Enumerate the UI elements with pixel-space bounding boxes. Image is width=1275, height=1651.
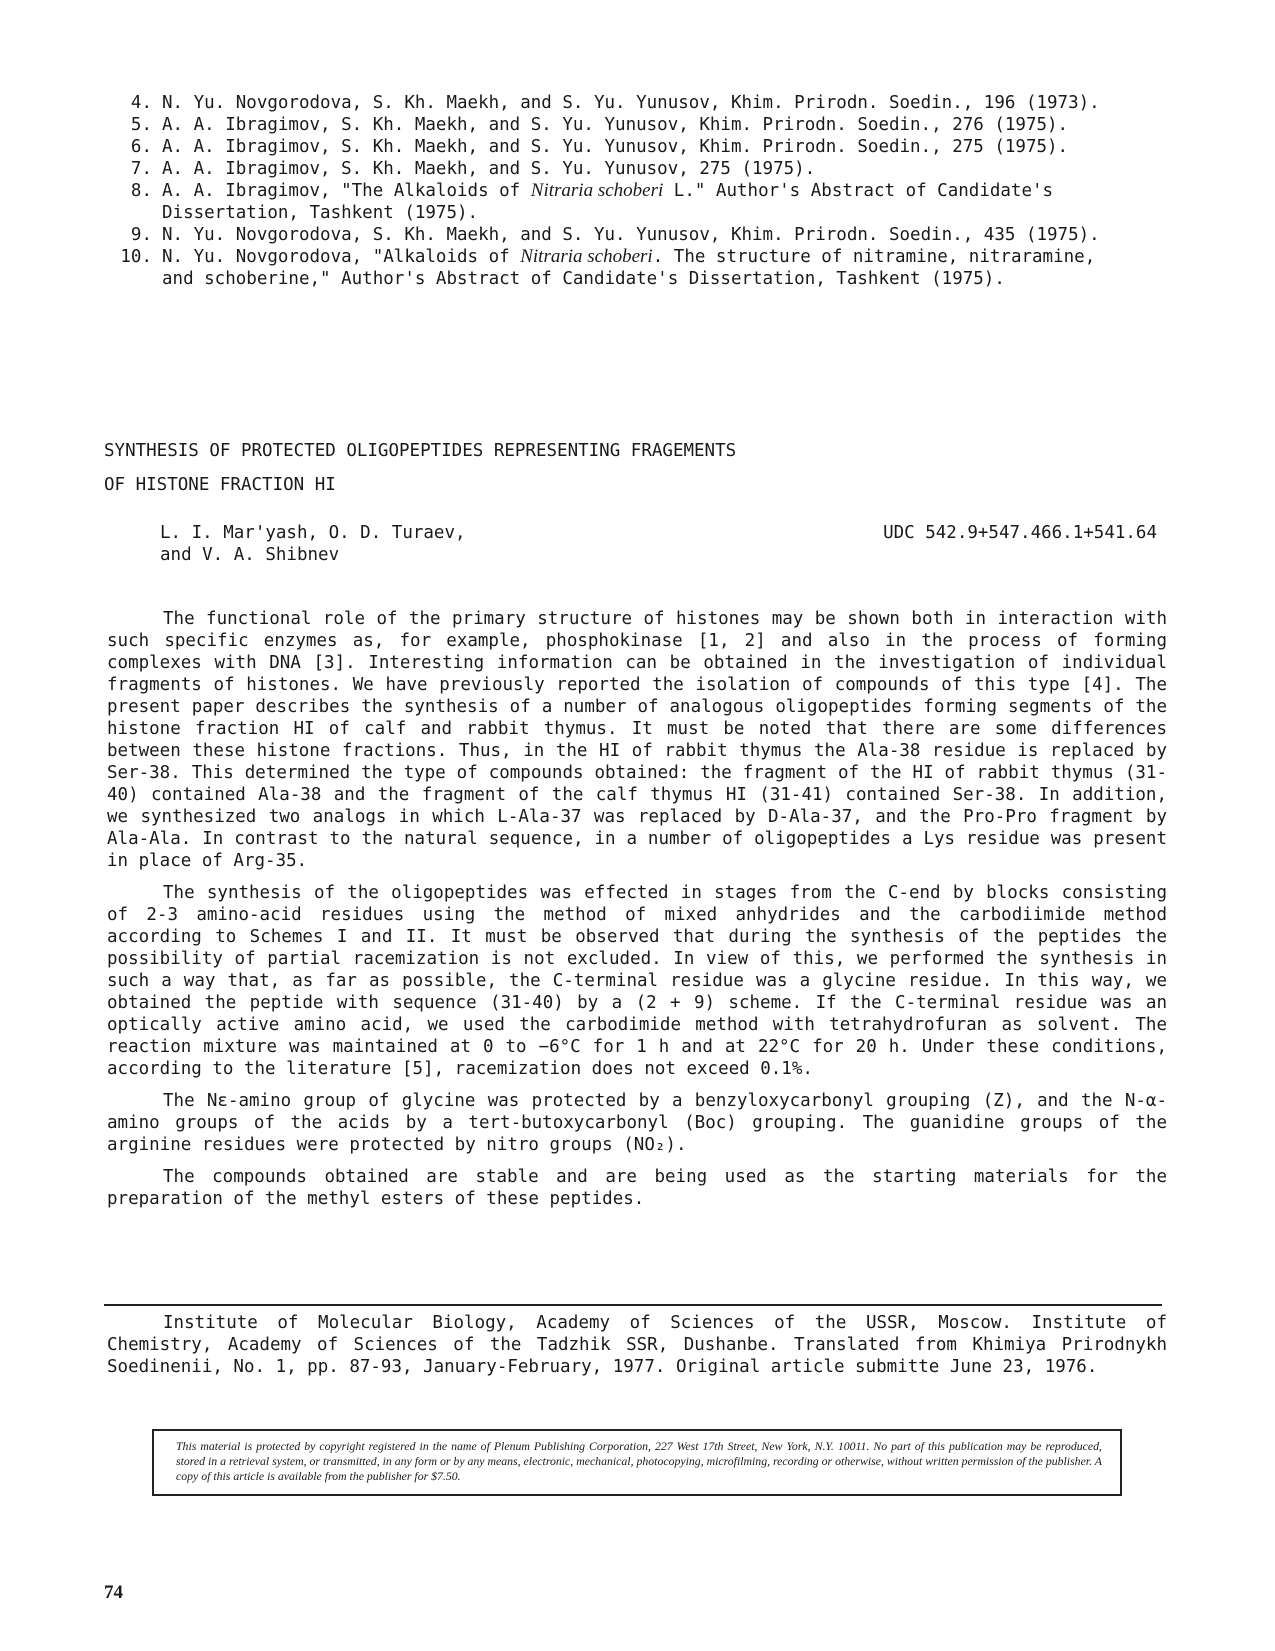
body-paragraph: The Nε-amino group of glycine was protected by a benzyloxycarbonyl grouping (Z), and the N-α-amino groups of the acids by a tert-butoxycarbonyl (Boc) grouping. The guanidine groups of the arginine residues were protected by nitro groups (NO₂). bbox=[107, 1091, 1167, 1155]
reference-list bbox=[104, 92, 1134, 290]
reference-item bbox=[104, 246, 1134, 290]
page-number: 74 bbox=[104, 1582, 123, 1603]
reference-item bbox=[104, 224, 1134, 246]
reference-item bbox=[104, 158, 1134, 180]
reference-number: 6. bbox=[130, 137, 152, 157]
reference-number: 4. bbox=[130, 93, 152, 113]
body-paragraph: The synthesis of the oligopeptides was effected in stages from the C-end by blocks consisting of 2-3 amino-acid residues using the method of mixed anhydrides and the carbodiimide method according to Schemes I and II. It must be observed that during the synthesis of the peptides the possibility of partial racemization is not excluded. In view of this, we performed the synthesis in such a way that, as far as possible, the C-terminal residue was a glycine residue. In this way, we obtained the peptide with sequence (31-40) by a (2 + 9) scheme. If the C-terminal residue was an optically active amino acid, we used the carbodimide method with tetrahydrofuran as solvent. The reaction mixture was maintained at 0 to −6°C for 1 h and at 22°C for 20 h. Under these conditions, according to the literature [5], racemization does not exceed 0.1%. bbox=[107, 883, 1167, 1079]
reference-text bbox=[162, 246, 1134, 290]
reference-text bbox=[162, 180, 1134, 224]
reference-text-end: L." Author's Abstract of Candidate's Dissertation, Tashkent (1975). bbox=[162, 181, 1054, 223]
udc-code: UDC 542.9+547.466.1+541.64 bbox=[883, 523, 1157, 543]
reference-text-start: N. Yu. Novgorodova, "Alkaloids of bbox=[162, 247, 521, 267]
reference-text: A. A. Ibragimov, S. Kh. Maekh, and S. Yu. Yunusov, Khim. Prirodn. Soedin., 275 (1975). bbox=[162, 137, 1069, 157]
reference-number: 5. bbox=[130, 115, 152, 135]
article-body bbox=[107, 608, 1167, 1220]
reference-number: 7. bbox=[130, 159, 152, 179]
body-paragraph: The functional role of the primary structure of histones may be shown both in interaction with such specific enzymes as, for example, phosphokinase [1, 2] and also in the process of forming complexes with DNA [3]. Interesting information can be obtained in the investigation of individual fragments of histones. We have previously reported the isolation of compounds of this type [4]. The present paper describes the synthesis of a number of analogous oligopeptides forming segments of the histone fraction HI of calf and rabbit thymus. It must be noted that there are some differences between these histone fractions. Thus, in the HI of rabbit thymus the Ala-38 residue is replaced by Ser-38. This determined the type of compounds obtained: the fragment of the HI of rabbit thymus (31-40) contained Ala-38 and the fragment of the calf thymus HI (31-41) contained Ser-38. In addition, we synthesized two analogs in which L-Ala-37 was replaced by D-Ala-37, and the Pro-Pro fragment by Ala-Ala. In contrast to the natural sequence, in a number of oligopeptides a Lys residue was present in place of Arg-35. bbox=[107, 609, 1167, 871]
species-name: Nitraria schoberi bbox=[520, 246, 653, 267]
species-name: Nitraria schoberi bbox=[530, 180, 664, 201]
footnote-divider bbox=[104, 1304, 1162, 1306]
footnote-affiliation: Institute of Molecular Biology, Academy of Sciences of the USSR, Moscow. Institute of Chemistry, Academy of Sciences of the Tadzhik SSR, Dushanbe. Translated from Khimiya Prirodnykh Soedinenii, No. 1, pp. 87-93, January-February, 1977. Original article submitte June 23, 1976. bbox=[107, 1313, 1167, 1377]
reference-text: A. A. Ibragimov, S. Kh. Maekh, and S. Yu. Yunusov, 275 (1975). bbox=[162, 159, 816, 179]
body-paragraph: The compounds obtained are stable and are being used as the starting materials for the preparation of the methyl esters of these peptides. bbox=[107, 1167, 1167, 1209]
reference-number: 10. bbox=[120, 247, 152, 267]
reference-text: N. Yu. Novgorodova, S. Kh. Maekh, and S. Yu. Yunusov, Khim. Prirodn. Soedin., 435 (1975). bbox=[162, 225, 1100, 245]
reference-number: 8. bbox=[130, 181, 152, 201]
authors-line-1: L. I. Mar'yash, O. D. Turaev, bbox=[160, 523, 466, 543]
article-title-line-1: SYNTHESIS OF PROTECTED OLIGOPEPTIDES REPRESENTING FRAGEMENTS bbox=[104, 441, 737, 461]
reference-item bbox=[104, 92, 1134, 114]
reference-text-end: . The structure of nitramine, nitraramine, and schoberine," Author's Abstract of Candidate's Dissertation, Tashkent (1975). bbox=[162, 247, 1096, 289]
reference-item bbox=[104, 136, 1134, 158]
reference-text-start: A. A. Ibragimov, "The Alkaloids of bbox=[162, 181, 531, 201]
article-title bbox=[104, 440, 1104, 508]
reference-text: A. A. Ibragimov, S. Kh. Maekh, and S. Yu. Yunusov, Khim. Prirodn. Soedin., 276 (1975). bbox=[162, 115, 1069, 135]
reference-item bbox=[104, 114, 1134, 136]
reference-item bbox=[104, 180, 1134, 224]
authors-line-2: and V. A. Shibnev bbox=[160, 545, 340, 565]
reference-text: N. Yu. Novgorodova, S. Kh. Maekh, and S. Yu. Yunusov, Khim. Prirodn. Soedin., 196 (1973). bbox=[162, 93, 1100, 113]
authors bbox=[160, 522, 466, 566]
reference-number: 9. bbox=[130, 225, 152, 245]
copyright-notice: This material is protected by copyright registered in the name of Plenum Publishing Corporation, 227 West 17th Street, New York, N.Y. 10011. No part of this publication may be reproduced, stored in a retrieval system, or transmitted, in any form or by any means, electronic, mechanical, photocopying, microfilming, recording or otherwise, without written permission of the publisher. A copy of this article is available from the publisher for $7.50. bbox=[152, 1429, 1122, 1496]
article-title-line-2: OF HISTONE FRACTION HI bbox=[104, 475, 336, 495]
